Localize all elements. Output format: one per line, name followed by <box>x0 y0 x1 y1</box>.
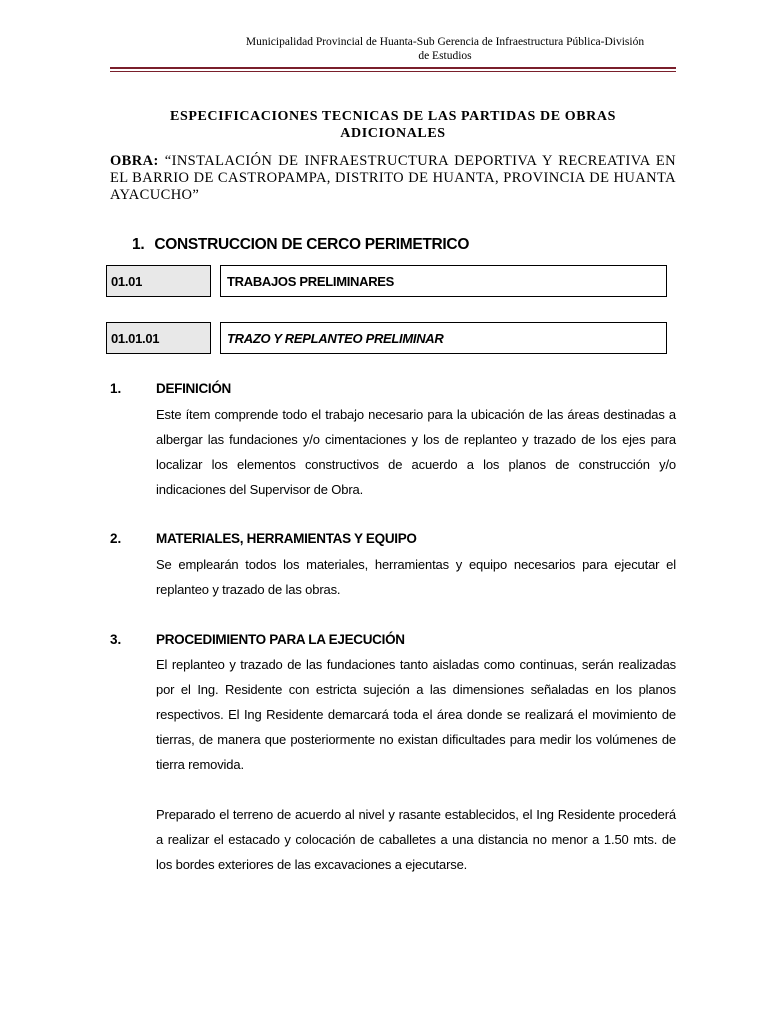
item-heading-procedimiento: PROCEDIMIENTO PARA LA EJECUCIÓN <box>156 632 405 647</box>
item-heading-definicion: DEFINICIÓN <box>156 381 232 396</box>
obra-text: “INSTALACIÓN DE INFRAESTRUCTURA DEPORTIVA Y RECREATIVA EN EL BARRIO DE CASTROPAMPA, DISTRITO DE HUANTA, PROVINCIA DE HUANTA AYACUCHO” <box>110 153 676 203</box>
item-number: 2. <box>110 531 122 546</box>
item-paragraph: Este ítem comprende todo el trabajo necesario para la ubicación de las áreas destinadas a albergar las fundaciones y/o cimentaciones y los de replanteo y trazado de los ejes para localizar los elementos constructivos de acuerdo a los planos de construcción y/o indicaciones del Supervisor de Obra. <box>156 407 676 497</box>
subpartida-description: TRAZO Y REPLANTEO PRELIMINAR <box>227 331 444 346</box>
header-line-1: Municipalidad Provincial de Huanta-Sub Gerencia de Infraestructura Pública-División <box>245 36 645 48</box>
header-divider <box>110 67 676 69</box>
header-divider-thin <box>110 71 676 72</box>
partida-description: TRABAJOS PRELIMINARES <box>227 274 395 289</box>
item-number: 1. <box>110 381 122 396</box>
item-paragraph: Preparado el terreno de acuerdo al nivel y rasante establecidos, el Ing Residente procederá a realizar el estacado y colocación de caballetes a una distancia no menor a 1.50 mts. de los bordes exteriores de las excavaciones a ejecutarse. <box>156 807 676 872</box>
subpartida-code-box <box>106 322 211 354</box>
item-number: 3. <box>110 632 122 647</box>
document-title-line-2: ADICIONALES <box>340 126 446 141</box>
section-title-text: CONSTRUCCION DE CERCO PERIMETRICO <box>154 236 470 253</box>
section-title <box>132 236 469 254</box>
partida-code-box <box>106 265 211 297</box>
obra-description <box>110 153 676 204</box>
page-header <box>200 35 690 63</box>
partida-code: 01.01 <box>111 274 143 289</box>
header-line-2: de Estudios <box>418 50 472 62</box>
item-heading-materiales: MATERIALES, HERRAMIENTAS Y EQUIPO <box>156 531 417 546</box>
document-title <box>150 108 636 142</box>
section-number: 1. <box>132 236 145 253</box>
subpartida-description-box <box>220 322 667 354</box>
item-paragraph: El replanteo y trazado de las fundaciones tanto aisladas como continuas, serán realizadas por el Ing. Residente con estricta sujeción a las dimensiones señaladas en los planos respectivos. El Ing Residente demarcará toda el área donde se realizará el movimiento de tierras, de manera que posteriormente no existan dificultades para medir los volúmenes de tierra removida. <box>156 657 676 772</box>
subpartida-code: 01.01.01 <box>111 331 160 346</box>
partida-description-box <box>220 265 667 297</box>
item-paragraph: Se emplearán todos los materiales, herramientas y equipo necesarios para ejecutar el replanteo y trazado de las obras. <box>156 557 676 597</box>
document-title-line-1: ESPECIFICACIONES TECNICAS DE LAS PARTIDAS DE OBRAS <box>170 109 616 124</box>
obra-label: OBRA: <box>110 153 159 169</box>
